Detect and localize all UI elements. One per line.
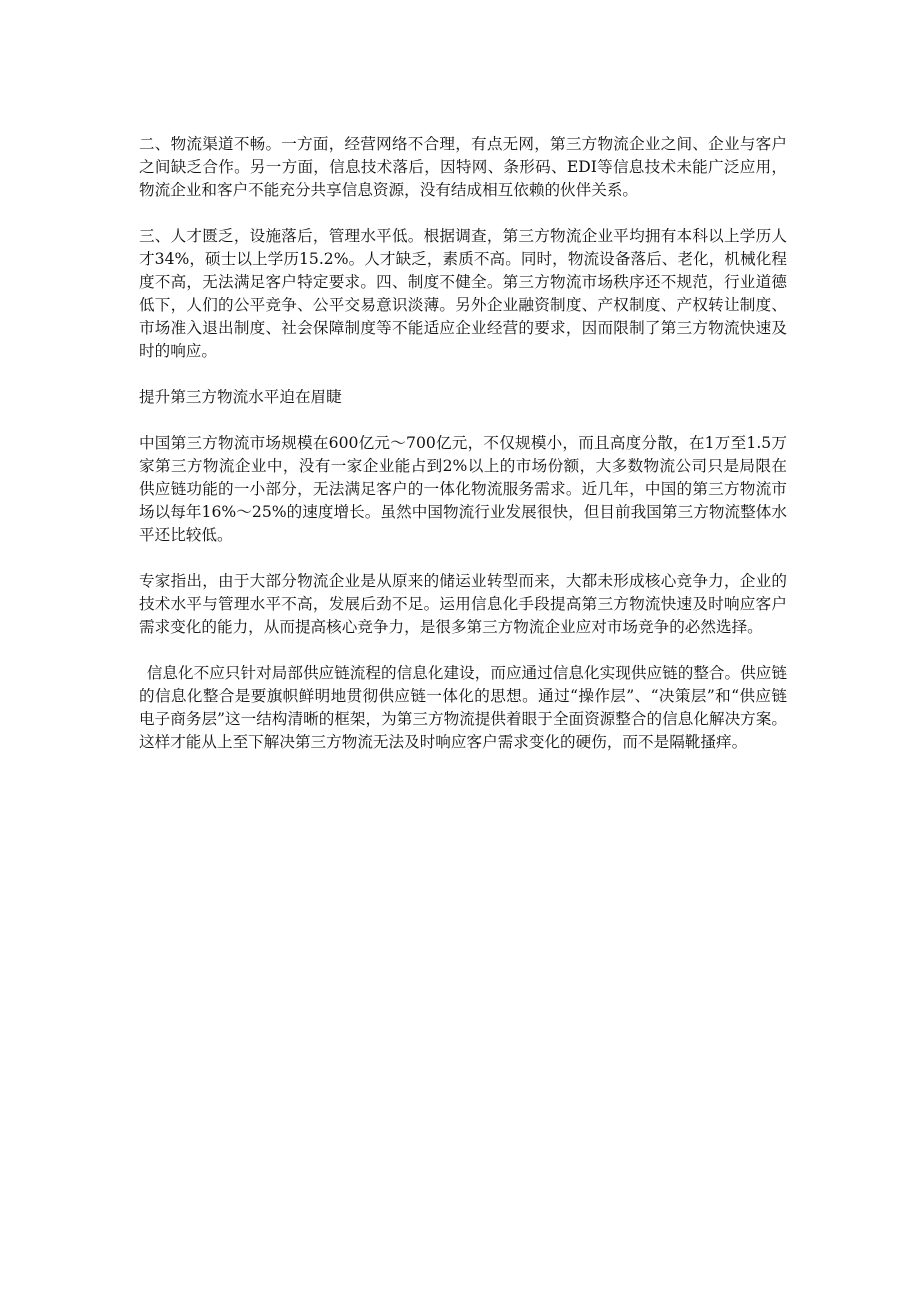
paragraph-logistics-channels: 二、物流渠道不畅。一方面，经营网络不合理，有点无网，第三方物流企业之间、企业与客户之间缺乏合作。另一方面，信息技术落后，因特网、条形码、EDI等信息技术未能广泛应用，物流企业和客户不能充分共享信息资源，没有结成相互依赖的伙伴关系。 bbox=[139, 135, 787, 199]
section-heading: 提升第三方物流水平迫在眉睫 bbox=[139, 388, 342, 406]
paragraph-talent-shortage: 三、人才匮乏，设施落后，管理水平低。根据调查，第三方物流企业平均拥有本科以上学历人才34%，硕士以上学历15.2%。人才缺乏，素质不高。同时，物流设备落后、老化，机械化程度不高，无法满足客户特定要求。四、制度不健全。第三方物流市场秩序还不规范，行业道德低下，人们的公平竞争、公平交易意识淡薄。另外企业融资制度、产权制度、产权转让制度、市场准入退出制度、社会保障制度等不能适应企业经营的要求，因而限制了第三方物流快速及时的响应。 bbox=[139, 227, 787, 360]
paragraph-informatization: 信息化不应只针对局部供应链流程的信息化建设，而应通过信息化实现供应链的整合。供应链的信息化整合是要旗帜鲜明地贯彻供应链一体化的思想。通过“操作层”、“决策层”和“供应链电子商务层”这一结构清晰的框架，为第三方物流提供着眼于全面资源整合的信息化解决方案。这样才能从上至下解决第三方物流无法及时响应客户需求变化的硬伤，而不是隔靴搔痒。 bbox=[139, 664, 787, 751]
paragraph-market-scale: 中国第三方物流市场规模在600亿元～700亿元，不仅规模小，而且高度分散，在1万至1.5万家第三方物流企业中，没有一家企业能占到2%以上的市场份额，大多数物流公司只是局限在供应链功能的一小部分，无法满足客户的一体化物流服务需求。近几年，中国的第三方物流市场以每年16%～25%的速度增长。虽然中国物流行业发展很快，但目前我国第三方物流整体水平还比较低。 bbox=[139, 434, 787, 544]
document-body bbox=[139, 133, 787, 777]
paragraph-expert-opinion: 专家指出，由于大部分物流企业是从原来的储运业转型而来，大都未形成核心竞争力，企业的技术水平与管理水平不高，发展后劲不足。运用信息化手段提高第三方物流快速及时响应客户需求变化的能力，从而提高核心竞争力，是很多第三方物流企业应对市场竞争的必然选择。 bbox=[139, 572, 787, 636]
